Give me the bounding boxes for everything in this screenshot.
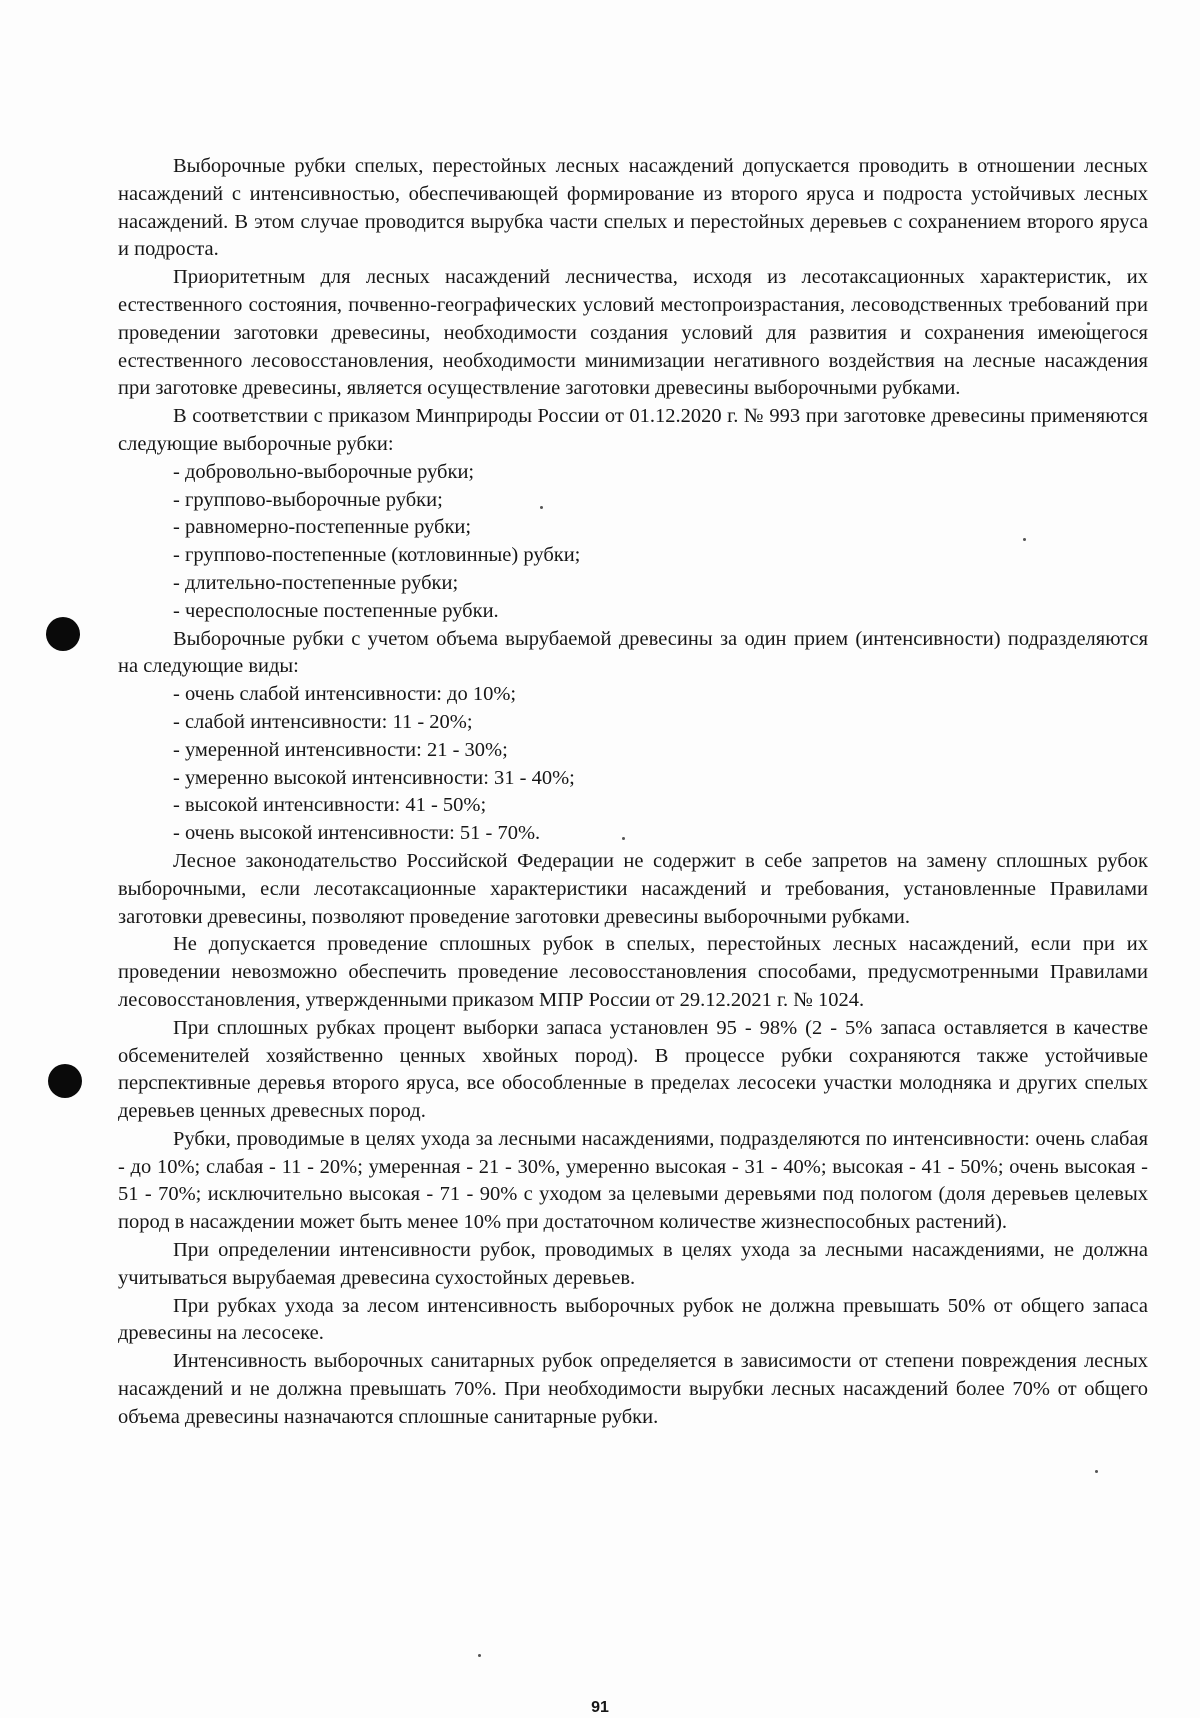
list-item: - группово-постепенные (котловинные) рубки; — [173, 544, 581, 567]
page-number: 91 — [591, 1699, 609, 1716]
binder-hole-mark — [48, 1064, 82, 1098]
body-text — [118, 153, 1148, 1432]
scan-speck — [478, 1654, 481, 1657]
list-item: - умеренной интенсивности: 21 - 30%; — [173, 738, 508, 761]
paragraph-care-limit: При рубках ухода за лесом интенсивность выборочных рубок не должна превышать 50% от общего запаса древесины на лесосеке. — [118, 1294, 1148, 1345]
list-item: - очень высокой интенсивности: 51 - 70%. — [173, 822, 541, 845]
paragraph-legislation: Лесное законодательство Российской Федерации не содержит в себе запретов на замену сплошных рубок выборочными, если лесотаксационные характеристики насаждений и требования, установленные Правилами заготовки древесины, позволяют проведение заготовки древесины выборочными рубками. — [118, 849, 1148, 928]
paragraph-dead-wood: При определении интенсивности рубок, проводимых в целях ухода за лесными насаждениями, не должна учитываться вырубаемая древесина сухостойных деревьев. — [118, 1239, 1148, 1289]
list-item: - группово-выборочные рубки; — [173, 488, 443, 511]
list-item: - равномерно-постепенные рубки; — [173, 516, 472, 539]
list-item: - добровольно-выборочные рубки; — [173, 460, 475, 483]
binder-hole-mark — [46, 617, 80, 651]
list-item: - длительно-постепенные рубки; — [173, 571, 459, 594]
paragraph-intensity-intro: Выборочные рубки с учетом объема вырубаемой древесины за один прием (интенсивности) подразделяются на следующие виды: — [118, 627, 1148, 678]
paragraph-care-cuttings: Рубки, проводимые в целях ухода за лесными насаждениями, подразделяются по интенсивности: очень слабая - до 10%; слабая - 11 - 20%; умеренная - 21 - 30%, умеренно высокая - 31 - 40%; высокая - 41 - 50%; очень высокая - 51 - 70%; исключительно высокая - 71 - 90% с уходом за целевыми деревьями под пологом (доля деревьев целевых пород в насаждении может быть менее 10% при достаточном количестве жизнеспособных растений). — [118, 1127, 1148, 1234]
paragraph-prohibition: Не допускается проведение сплошных рубок в спелых, перестойных лесных насаждений, если при их проведении невозможно обеспечить проведение лесовосстановления способами, предусмотренными Правилами лесовосстановления, утвержденными приказом МПР России от 29.12.2021 г. № 1024. — [118, 933, 1148, 1011]
paragraph-priority: Приоритетным для лесных насаждений лесничества, исходя из лесотаксационных характеристик, их естественного состояния, почвенно-географических условий местопроизрастания, лесоводственных требований при проведении заготовки древесины, необходимости создания условий для развития и сохранения имеющегося естественного лесовосстановления, необходимости минимизации негативного воздействия на лесные насаждения при заготовке древесины, является осуществление заготовки древесины выборочными рубками. — [118, 266, 1148, 400]
list-item: - умеренно высокой интенсивности: 31 - 40%; — [173, 766, 575, 789]
paragraph-order-993: В соответствии с приказом Минприроды России от 01.12.2020 г. № 993 при заготовке древесины применяются следующие выборочные рубки: — [118, 405, 1148, 455]
paragraph-sanitary: Интенсивность выборочных санитарных рубок определяется в зависимости от степени повреждения лесных насаждений и не должна превышать 70%. При необходимости вырубки лесных насаждений более 70% от общего объема древесины назначаются сплошные санитарные рубки. — [118, 1350, 1148, 1428]
list-item: - чересполосные постепенные рубки. — [173, 599, 499, 622]
cutting-types-list — [118, 459, 1148, 626]
list-item: - высокой интенсивности: 41 - 50%; — [173, 794, 487, 817]
list-item: - очень слабой интенсивности: до 10%; — [173, 683, 517, 706]
intensity-types-list — [118, 681, 1148, 848]
paragraph-selective-cuttings: Выборочные рубки спелых, перестойных лесных насаждений допускается проводить в отношении лесных насаждений с интенсивностью, обеспечивающей формирование из второго яруса и подроста устойчивых лесных насаждений. В этом случае проводится вырубка части спелых и перестойных деревьев с сохранением второго яруса и подроста. — [118, 155, 1148, 261]
list-item: - слабой интенсивности: 11 - 20%; — [173, 710, 473, 733]
scan-speck — [1095, 1470, 1098, 1473]
paragraph-clear-cutting: При сплошных рубках процент выборки запаса установлен 95 - 98% (2 - 5% запаса оставляется в качестве обсеменителей хозяйственно ценных хвойных пород). В процессе рубки сохраняются также устойчивые перспективные деревья второго яруса, все обособленные в пределах лесосеки участки молодняка и других спелых деревьев ценных древесных пород. — [118, 1016, 1148, 1123]
